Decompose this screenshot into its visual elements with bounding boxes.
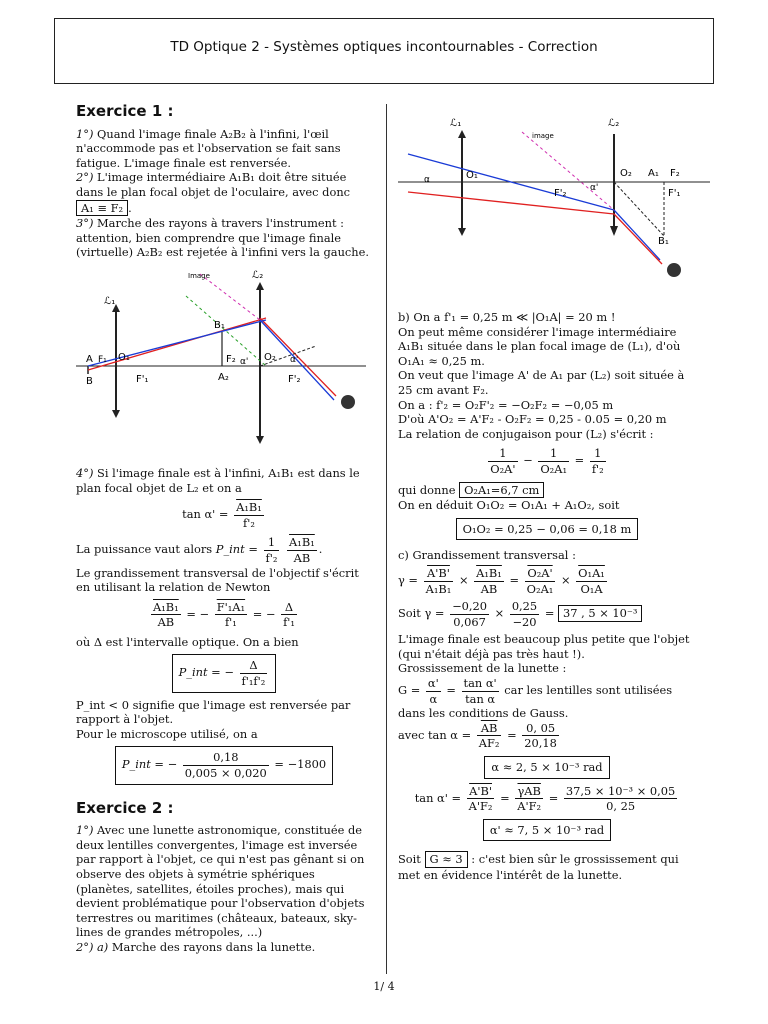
pint-n: Δ xyxy=(240,658,268,674)
give-line xyxy=(398,482,696,499)
lens-l2-tel-bottom xyxy=(610,226,618,236)
tel-ray-pink-dashed xyxy=(522,132,614,210)
puiss-d2: AB xyxy=(293,550,311,565)
ray-pink-dashed xyxy=(200,274,260,320)
ex1-q4 xyxy=(76,466,372,495)
gt-n2: F'₁A₁ xyxy=(216,599,246,614)
ex2-q2-num: 2°) a) xyxy=(76,939,109,954)
G-frac1 xyxy=(426,676,441,706)
tel-label-b1: B₁ xyxy=(658,236,669,247)
final-text: : c'est bien sûr le grossissement qui met en évidence l'intérêt de la lunette. xyxy=(398,852,679,882)
conj-d1: O₂A' xyxy=(490,461,516,476)
right-column xyxy=(398,310,696,883)
alpha-box: α ≈ 2, 5 × 10⁻³ rad xyxy=(484,756,609,779)
tel-label-alpha2: α' xyxy=(590,183,599,193)
g-frac4 xyxy=(576,566,607,596)
conjugation-eq xyxy=(398,446,696,476)
g-d3: O₂A₁ xyxy=(526,581,554,596)
micro-d: 0,005 × 0,020 xyxy=(184,766,267,781)
lens-l1-tel-bottom xyxy=(458,228,466,236)
b-text4: On a : f'₂ = O₂F'₂ = −O₂F₂ = −0,05 m xyxy=(398,397,614,412)
tel-ray-blue-2 xyxy=(614,210,660,260)
neg-text: P_int < 0 signifie que l'image est renversée par rapport à l'objet. xyxy=(76,697,351,727)
g-n4: O₁A₁ xyxy=(578,565,605,580)
alphap-eq xyxy=(398,819,696,842)
s-d2: −20 xyxy=(512,614,537,629)
ex1-q1-num: 1°) xyxy=(76,126,94,141)
micro-rhs: = −1800 xyxy=(274,757,327,772)
label-f1: F₁ xyxy=(98,355,107,365)
G-text: car les lentilles sont utilisées dans les conditions de Gauss. xyxy=(398,683,673,721)
ta-eq1: = xyxy=(500,790,510,805)
tel-label-o2: O₂ xyxy=(620,168,632,179)
ex1-q3-text: Marche des rayons à travers l'instrument : attention, bien comprendre que l'image finale (virtuelle) A₂B₂ est rejetée à l'infini vers la gauche. xyxy=(76,216,369,260)
header-box xyxy=(54,18,714,84)
gt-eq1: = − xyxy=(186,606,210,621)
s-d1: 0,067 xyxy=(453,614,486,629)
ex1-q2-text: L'image intermédiaire A₁B₁ doit être située dans le plan focal objet de l'oculaire, avec donc xyxy=(76,170,351,199)
puiss-d1: f'₂ xyxy=(265,550,278,565)
gross-title: Grossissement de la lunette : xyxy=(398,661,567,676)
ex1-q1-text: Quand l'image finale A₂B₂ à l'infini, l'œil n'accommode pas et l'observation se fait sans fatigue. L'image finale est renversée. xyxy=(76,126,341,170)
final-line xyxy=(398,851,696,882)
label-b1: B₁ xyxy=(214,320,225,331)
exercise1-title: Exercice 1 : xyxy=(76,102,174,120)
pint-d: f'₁f'₂ xyxy=(241,674,266,689)
tana-frac2 xyxy=(522,721,559,751)
gt-eq2: = − xyxy=(252,606,276,621)
b-text5: D'où A'O₂ = A'F₂ - O₂F₂ = 0,25 - 0.05 = 0,20 m xyxy=(398,412,667,427)
gamma-eq xyxy=(398,566,696,596)
tel-label-f1p: F'₁ xyxy=(668,188,681,199)
ta-n2: $\overline{\gamma AB}$ xyxy=(515,784,543,800)
newton-eq xyxy=(76,600,372,630)
ta-frac1 xyxy=(467,784,495,814)
o1o2-eq xyxy=(398,518,696,541)
pint-frac xyxy=(240,658,268,688)
ta-d2: A'F₂ xyxy=(517,799,542,814)
conj-d3: f'₂ xyxy=(591,461,604,476)
G-eq-sign: = xyxy=(446,683,456,698)
conj-frac2 xyxy=(538,446,569,476)
G-d1: α xyxy=(429,691,438,706)
tana-n2: 0, 05 xyxy=(522,721,559,737)
left-column xyxy=(76,104,372,955)
lens-l1-arrow-bottom xyxy=(112,410,120,418)
label-l2: ℒ₂ xyxy=(252,270,264,281)
soit-gamma-eq xyxy=(398,599,696,629)
tel-ray-red-2 xyxy=(614,214,662,264)
label-f1p: F'₁ xyxy=(136,374,149,385)
tel-label-o1: O₁ xyxy=(466,170,478,181)
ta-d3: 0, 25 xyxy=(606,799,636,814)
lens-l2-arrow-top xyxy=(256,282,264,290)
tan-lhs: tan α' = xyxy=(182,507,229,522)
puiss-frac1 xyxy=(264,535,280,565)
soit-pre: Soit γ = xyxy=(398,606,445,621)
s-frac2 xyxy=(510,599,539,629)
final-pre: Soit xyxy=(398,852,421,867)
lens-l2-arrow-bottom xyxy=(256,436,264,444)
conj-d2: O₂A₁ xyxy=(540,461,568,476)
tel-label-a1: A₁ xyxy=(648,168,659,179)
puiss-n2: A₁B₁ xyxy=(289,535,315,550)
ex1-q3-num: 3°) xyxy=(76,216,94,231)
gt-n3: Δ xyxy=(281,600,297,616)
give-box: O₂A₁=6,7 cm xyxy=(459,482,544,499)
ta-frac2 xyxy=(515,784,543,814)
g-frac2 xyxy=(474,566,504,596)
exercise2-title: Exercice 2 : xyxy=(76,798,174,817)
give-pre: qui donne xyxy=(398,482,456,497)
tana-pre: avec tan α = xyxy=(398,727,472,742)
label-o2: O₂ xyxy=(264,352,276,363)
tel-label-alpha: α xyxy=(424,175,430,185)
label-image: Image xyxy=(188,272,210,280)
label-f2: F₂ xyxy=(226,354,236,365)
micro-n: 0,18 xyxy=(183,750,269,766)
puiss-lhs: P_int = xyxy=(215,542,258,557)
tel-label-l1: ℒ₁ xyxy=(450,118,462,129)
g-n3: O₂A' xyxy=(525,566,556,582)
small-text: L'image finale est beaucoup plus petite que l'objet (qui n'était déjà pas très haut !). xyxy=(398,632,690,661)
puissance-line: La puissance vaut alors P_int = $\frac{1}{\text{f'₂}}$ $\frac{\text{A₁B₁}}{AB}$ . xyxy=(76,535,323,565)
gt-frac2 xyxy=(215,600,247,630)
final-box: G ≈ 3 xyxy=(425,851,468,868)
telescope-ray-diagram xyxy=(398,110,718,296)
s-n2: 0,25 xyxy=(511,599,538,614)
eye-icon-2 xyxy=(667,263,681,277)
gt-d3: f'₁ xyxy=(283,615,295,630)
puiss-n1: 1 xyxy=(264,535,280,551)
c-title: c) Grandissement transversal : xyxy=(398,548,576,563)
ex2-q2 xyxy=(76,940,372,955)
G-n2: tan α' xyxy=(463,676,497,691)
tana-d2: 20,18 xyxy=(524,736,557,751)
g-n1: A'B' xyxy=(424,566,454,582)
s-eq: = xyxy=(544,606,555,621)
tana-n: $\overline{AB}$ xyxy=(477,721,502,737)
gt-text: Le grandissement transversal de l'objectif s'écrit en utilisant la relation de Newton xyxy=(76,565,359,595)
ex2-q2-text: Marche des rayons dans la lunette. xyxy=(111,939,316,954)
gt-d1: AB xyxy=(157,615,175,630)
label-b: B xyxy=(86,376,93,387)
conj-frac3 xyxy=(590,446,606,476)
G-frac2 xyxy=(462,676,499,706)
o1o2-box: O₁O₂ = 0,25 − 0,06 = 0,18 m xyxy=(456,518,639,541)
pint-eq xyxy=(76,654,372,692)
tan-num: A₁B₁ xyxy=(236,500,262,515)
label-alpha1: α' xyxy=(240,357,249,367)
tana-d: AF₂ xyxy=(478,736,500,751)
label-alpha2: α' xyxy=(290,355,299,365)
tel-label-l2: ℒ₂ xyxy=(608,118,620,129)
g-d4: O₁A xyxy=(580,581,603,596)
pint-lhs: P_int = − xyxy=(178,665,234,680)
g-x1: × xyxy=(458,573,469,587)
ex1-q2: 2°) L'image intermédiaire A₁B₁ doit être située dans le plan focal objet de l'oculaire, avec donc A₁ ≡ F₂ . xyxy=(76,170,351,215)
micro-text: Pour le microscope utilisé, on a xyxy=(76,726,258,741)
s-box: 37 , 5 × 10⁻³ xyxy=(558,605,642,622)
g-eq: = xyxy=(509,573,520,587)
b-text2: On peut même considérer l'image intermédiaire A₁B₁ située dans le plan focal image de (L₁), d'où O₁A₁ ≈ 0,25 m. xyxy=(398,324,681,368)
b-text1: b) On a f'₁ = 0,25 m ≪ |O₁A| = 20 m ! xyxy=(398,310,616,324)
micro-box xyxy=(115,746,333,784)
G-d2: tan α xyxy=(465,691,496,706)
ex1-q4-text: Si l'image finale est à l'infini, A₁B₁ est dans le plan focal objet de L₂ et on a xyxy=(76,465,360,495)
ex2-q1-num: 1°) xyxy=(76,823,94,838)
column-divider xyxy=(386,104,387,974)
micro-eq xyxy=(76,746,372,784)
b-text6: La relation de conjugaison pour (L₂) s'écrit : xyxy=(398,426,654,441)
alphap-box: α' ≈ 7, 5 × 10⁻³ rad xyxy=(483,819,611,842)
tan-den: f'₂ xyxy=(243,515,255,530)
tel-ray-red-1 xyxy=(408,192,614,214)
label-a: A xyxy=(86,354,93,365)
ex1-q1 xyxy=(76,127,372,171)
tan-alpha-eq xyxy=(76,500,372,530)
G-eq xyxy=(398,676,696,721)
ex1-q2-num: 2°) xyxy=(76,170,94,185)
lens-l1-tel-top xyxy=(458,130,466,138)
delta-text: où Δ est l'intervalle optique. On a bien xyxy=(76,634,299,649)
pint-box xyxy=(172,654,277,692)
ex1-q3 xyxy=(76,216,372,260)
puiss-text: La puissance vaut alors xyxy=(76,542,213,557)
tanap-lhs: tan α' = xyxy=(414,790,462,805)
b-text3: On veut que l'image A' de A₁ par (L₂) soit située à 25 cm avant F₂. xyxy=(398,368,685,397)
tana-eq xyxy=(398,721,696,751)
conj-op: − xyxy=(523,453,533,468)
ex1-q2-box: A₁ ≡ F₂ xyxy=(76,200,128,217)
g-frac3 xyxy=(525,566,556,596)
deduce-text: On en déduit O₁O₂ = O₁A₁ + A₁O₂, soit xyxy=(398,498,620,513)
page-number: 1/ 4 xyxy=(373,980,395,993)
label-l1: ℒ₁ xyxy=(104,296,116,307)
conj-n2: 1 xyxy=(538,446,569,462)
g-x2: × xyxy=(561,573,571,587)
label-o1: O₁ xyxy=(118,352,130,363)
alpha-eq xyxy=(398,756,696,779)
label-f2p: F'₂ xyxy=(288,374,301,385)
gt-d2: f'₁ xyxy=(224,615,237,630)
conj-n3: 1 xyxy=(590,446,606,462)
eye-icon xyxy=(341,395,355,409)
g-frac1 xyxy=(424,566,454,596)
micro-lhs: P_int = − xyxy=(121,757,178,772)
s-frac1 xyxy=(450,599,489,629)
ta-frac3 xyxy=(564,784,677,814)
ex2-q1-text: Avec une lunette astronomique, constituée de deux lentilles convergentes, l'image est inversée par rapport à l'objet, ce qui n'est pas gênant si on observe des objets à symétrie sphériques (planètes, satellites, étoiles proches), mais qui devient problématique pour l'observation d'objets terrestres ou maritimes (châteaux, bateaux, sky-lines de grandes métropoles, ...) xyxy=(76,823,365,940)
G-lhs: G = xyxy=(398,683,421,698)
s-n1: −0,20 xyxy=(452,599,488,614)
micro-frac xyxy=(183,750,269,780)
conj-frac1 xyxy=(488,446,517,476)
tan-frac xyxy=(234,500,264,530)
conj-n1: 1 xyxy=(488,446,517,462)
tel-label-f2p: F'₂ xyxy=(554,188,567,199)
tel-label-f2: F₂ xyxy=(670,168,680,179)
ta-eq2: = xyxy=(548,790,559,805)
puiss-frac2 xyxy=(287,535,317,565)
gt-frac3 xyxy=(281,600,297,630)
s-x: × xyxy=(494,606,505,621)
gamma-lhs: γ = xyxy=(398,573,418,587)
ex2-q1 xyxy=(76,823,372,940)
tanap-eq xyxy=(398,784,696,814)
ex1-q4-num: 4°) xyxy=(76,465,94,480)
microscope-ray-diagram xyxy=(76,266,376,452)
conj-eq: = xyxy=(574,453,585,468)
page-title: TD Optique 2 - Systèmes optiques incontournables - Correction xyxy=(170,39,598,55)
gt-frac1 xyxy=(151,600,181,630)
g-n2: A₁B₁ xyxy=(476,565,502,580)
ta-n3: 37,5 × 10⁻³ × 0,05 xyxy=(565,783,676,798)
ta-d1: A'F₂ xyxy=(468,799,493,814)
ta-n1: A'B' xyxy=(467,784,495,800)
tel-ray-dashed-1 xyxy=(614,182,664,236)
tel-label-image: image xyxy=(532,132,554,140)
g-d1: A₁B₁ xyxy=(425,581,452,596)
gt-n1: A₁B₁ xyxy=(153,599,179,614)
tana-frac1 xyxy=(477,721,502,751)
G-n1: α' xyxy=(427,676,439,691)
g-d2: AB xyxy=(480,581,498,596)
tana-eq-sign: = xyxy=(507,727,517,742)
label-a2: A₂ xyxy=(218,372,229,383)
